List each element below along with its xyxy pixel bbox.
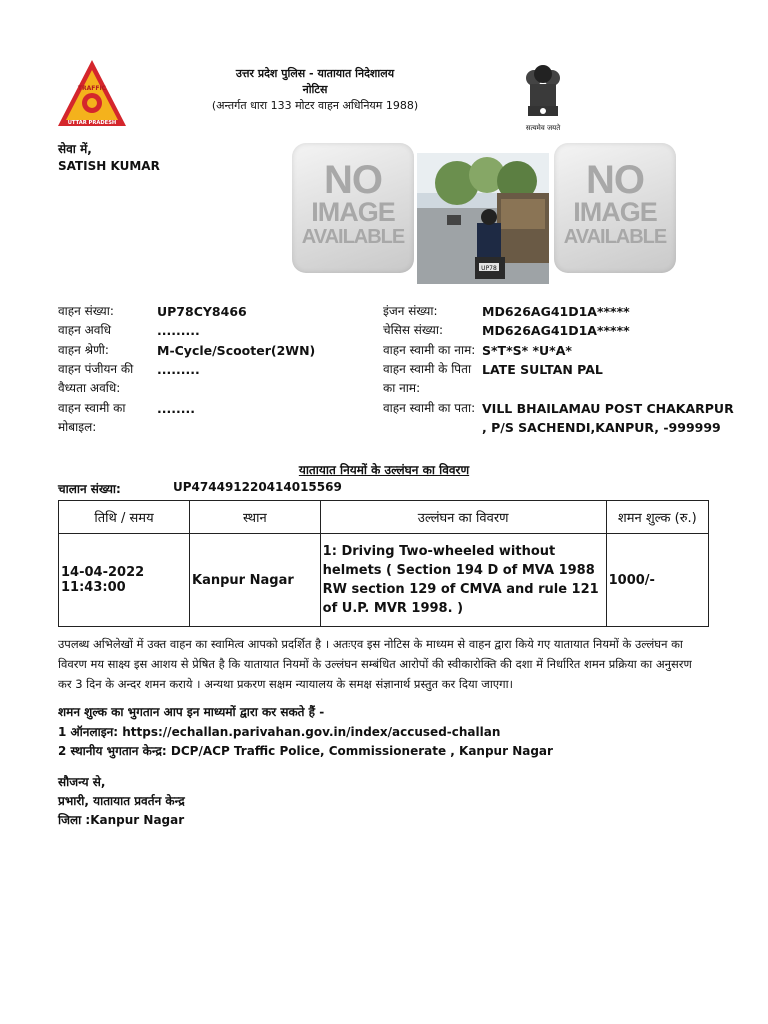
district-value: Kanpur Nagar: [90, 813, 185, 827]
chassis-value: MD626AG41D1A*****: [482, 323, 630, 338]
class-value: M-Cycle/Scooter(2WN): [157, 343, 316, 358]
violation-time: 11:43:00: [61, 580, 126, 595]
act-line: (अन्तर्गत धारा 133 मोटर वाहन अधिनियम 1988): [211, 99, 419, 112]
violation-section-title: यातायात नियमों के उल्लंघन का विवरण: [298, 463, 470, 477]
father-label-2: का नाम:: [383, 381, 421, 395]
payment-online: [58, 723, 500, 740]
logo-text-bottom: UTTAR PRADESH: [67, 120, 117, 126]
cell-date-time: [59, 534, 190, 627]
table-header-row: [59, 501, 709, 534]
cell-place: Kanpur Nagar: [190, 534, 321, 627]
address-line-1: VILL BHAILAMAU POST CHAKARPUR: [482, 401, 734, 416]
local-label: 2 स्थानीय भुगतान केन्द्र:: [58, 744, 167, 758]
reg-no-label: वाहन संख्या:: [58, 304, 114, 318]
local-center: DCP/ACP Traffic Police, Commissionerate , Kanpur Nagar: [170, 744, 553, 758]
father-value: LATE SULTAN PAL: [482, 362, 603, 377]
owner-label: वाहन स्वामी का नाम:: [383, 343, 476, 357]
plate-text: UP78: [481, 265, 497, 272]
col-fine: शमन शुल्क (रु.): [606, 501, 708, 534]
traffic-police-logo: [56, 58, 128, 130]
courtesy-line: सौजन्य से,: [58, 775, 106, 789]
logo-text-top: TRAFFIC: [77, 85, 107, 92]
reg-no-value: UP78CY8466: [157, 304, 247, 319]
table-row: [59, 534, 709, 627]
officer-line: प्रभारी, यातायात प्रवर्तन केन्द्र: [58, 794, 185, 808]
online-url[interactable]: https://echallan.parivahan.gov.in/index/accused-challan: [122, 725, 501, 739]
district-line: [58, 811, 184, 828]
violation-photo: [417, 153, 549, 284]
engine-value: MD626AG41D1A*****: [482, 304, 630, 319]
mobile-label: वाहन स्वामी का: [58, 401, 126, 415]
no-image-placeholder-left: NO IMAGE AVAILABLE: [292, 143, 414, 273]
no-image-placeholder-right: NO IMAGE AVAILABLE: [554, 143, 676, 273]
national-emblem: [518, 56, 568, 134]
payment-local: [58, 742, 553, 759]
col-place: स्थान: [190, 501, 321, 534]
reg-validity-label-2: वैध्यता अवधि:: [58, 381, 121, 395]
engine-label: इंजन संख्या:: [383, 304, 438, 318]
reg-validity-label: वाहन पंजीयन की: [58, 362, 134, 376]
validity-label: वाहन अवधि: [58, 323, 111, 337]
mobile-label-2: मोबाइल:: [58, 420, 97, 434]
notice-title: नोटिस: [302, 83, 328, 96]
payment-heading: शमन शुल्क का भुगतान आप इन माध्यमों द्वारा कर सकते हैं -: [58, 705, 325, 719]
owner-value: S*T*S* *U*A*: [482, 343, 572, 358]
mobile-value: ........: [157, 401, 195, 416]
district-label: जिला :: [58, 813, 91, 827]
address-label: वाहन स्वामी का पता:: [383, 401, 476, 415]
father-label: वाहन स्वामी के पिता: [383, 362, 472, 376]
notice-header: [150, 66, 480, 114]
class-label: वाहन श्रेणी:: [58, 343, 109, 357]
challan-label: चालान संख्या:: [58, 482, 121, 496]
address-line-2: , P/S SACHENDI,KANPUR, -999999: [482, 420, 721, 435]
cell-description: 1: Driving Two-wheeled without helmets ( Section 194 D of MVA 1988 RW section 129 of CMVA and rule 121 of U.P. MVR 1998. ): [320, 534, 606, 627]
online-label: 1 ऑनलाइन:: [58, 725, 119, 739]
emblem-caption: सत्यमेव जयते: [525, 124, 561, 132]
challan-number: UP474491220414015569: [173, 480, 342, 494]
recipient-name: SATISH KUMAR: [58, 159, 160, 173]
notice-body-text: उपलब्ध अभिलेखों में उक्त वाहन का स्वामित्व आपको प्रदर्शित है । अतःएव इस नोटिस के माध्यम से वाहन द्वारा किये गए यातायात नियमों के उल्लंघन का विवरण मय साक्ष्य इस आशय से प्रेषित है कि यातायात नियमों के उल्लंघन सम्बंधित आरोपों की स्वीकारोक्ति की दशा में निर्धारित शमन प्रक्रिया का अनुसरण कर 3 दिन के अन्दर शमन कराये । अन्यथा प्रकरण सक्षम न्यायालय के समक्ष संज्ञानार्थ प्रस्तुत कर दिया जाएगा।: [58, 637, 692, 691]
col-date-time: तिथि / समय: [59, 501, 190, 534]
validity-value: .........: [157, 323, 200, 338]
reg-validity-value: .........: [157, 362, 200, 377]
violation-table: [58, 500, 709, 627]
violation-date: 14-04-2022: [61, 565, 145, 580]
cell-fine: 1000/-: [606, 534, 708, 627]
org-title: उत्तर प्रदेश पुलिस - यातायात निदेशालय: [235, 67, 395, 80]
salutation: सेवा में,: [58, 142, 92, 156]
chassis-label: चेसिस संख्या:: [383, 323, 444, 337]
col-description: उल्लंघन का विवरण: [320, 501, 606, 534]
